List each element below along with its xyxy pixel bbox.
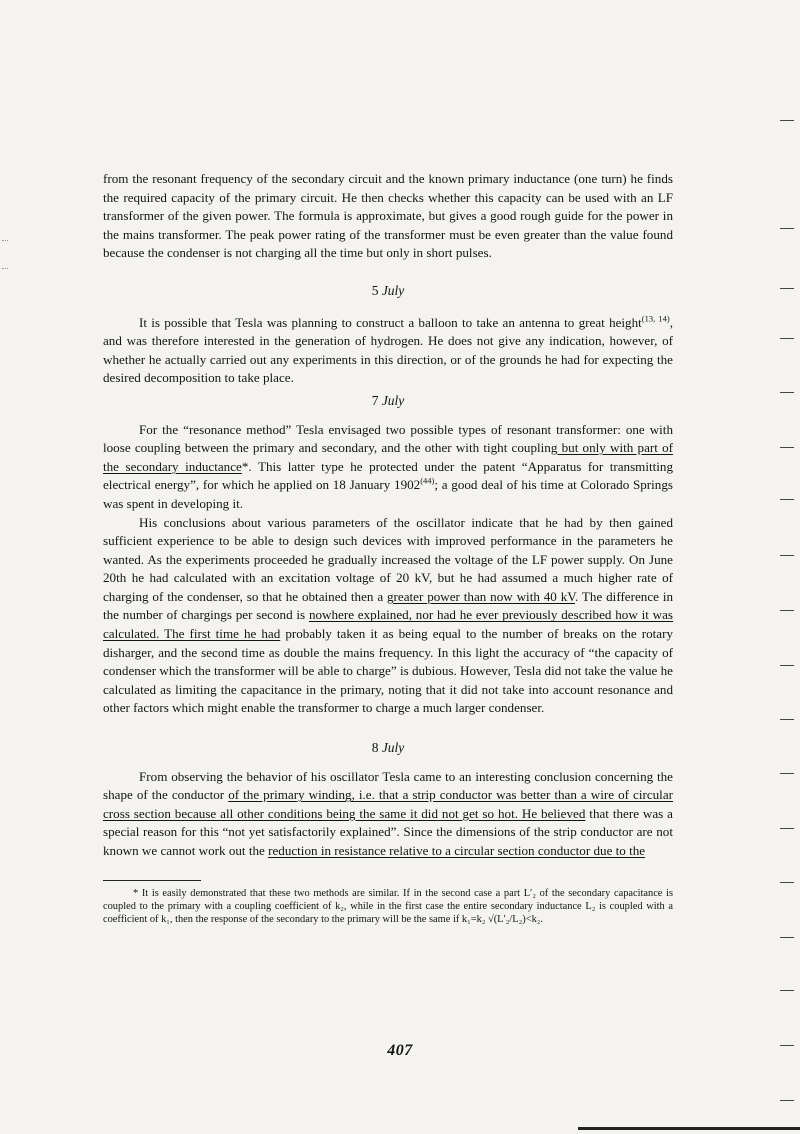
margin-mark [780, 990, 794, 991]
margin-mark [780, 773, 794, 774]
page-body [103, 170, 673, 926]
text-segment: probably taken it as being equal to the number of breaks on the rotary disharger, and the second time as double the mains frequency. In this light the accuracy of “the capacity of condenser which the transformer will be able to charge” is dubious. However, Tesla did not take the value he calculated as limiting the capacitance in the primary, noting that it did not take into account resonance and other factors which might enable the transformer to charge a much larger condenser. [103, 626, 673, 716]
margin-mark [780, 288, 794, 289]
text-segment: His conclusions about various parameters of the oscillator indicate that he had by then gained sufficient experience to be able to design such devices with improved performance in the parameters he wanted. As the experiments proceeded he gradually increased the voltage of the LF power supply. On June 20th he had calculated with an excitation voltage of 20 kV, but he had assumed a much higher rate of charging of the condenser, so that he obtained then a [103, 514, 673, 604]
text-segment: ; a good deal of his time at Colorado Springs was spent in developing it. [103, 477, 673, 511]
date-heading-7-july [103, 392, 673, 411]
underlined-text: reduction in resistance relative to a circular section conductor due to the [268, 843, 646, 858]
text-segment: For the “resonance method” Tesla envisaged two possible types of resonant transformer: one with loose coupling between the primary and secondary, and the other with tight coupling [103, 421, 673, 456]
footnote: * It is easily demonstrated that these two methods are similar. If in the second case a part L′₂ of the secondary capacitance is coupled to the primary with a coupling coefficient of k₂, while in the first case the entire secondary inductance L₂ is coupled with a coefficient of k₁, then the response of the secondary to the primary will be the same if k₁=k₂ √(L′₂/L₂)<k₂. [103, 887, 673, 925]
date-heading-5-july [103, 282, 673, 301]
margin-mark [780, 937, 794, 938]
text-segment: *. This latter type he protected under the patent “Apparatus for transmitting electrical energy”, for which he applied on 18 January 1902 [103, 458, 673, 493]
margin-mark [780, 555, 794, 556]
paragraph-resonance-method [103, 421, 673, 514]
underlined-text: greater power than now with 40 kV [387, 588, 576, 604]
underlined-text: nowhere explained, nor had he ever previously described how it was calculated. The first time he had [103, 607, 674, 642]
text-segment: . The difference in the number of chargings per second is [103, 588, 673, 623]
reference-marker: (13, 14) [641, 313, 670, 324]
margin-mark [780, 1045, 794, 1046]
underlined-text: but only with part of the secondary inductance [103, 440, 673, 474]
text-segment: It is possible that Tesla was planning to construct a balloon to take an antenna to great height [139, 314, 642, 330]
margin-mark [780, 1100, 794, 1101]
text-segment: that there was a special reason for this “not yet satisfactorily explained”. Since the dimensions of the strip conductor are not known we cannot work out the [103, 805, 673, 858]
margin-mark [780, 610, 794, 611]
paragraph-resonant-frequency: from the resonant frequency of the secondary circuit and the known primary inductance (one turn) he finds the required capacity of the primary circuit. He then checks whether this capacity can be used with an LF transformer of the given power. The formula is approximate, but gives a good rough guide for the power in the mains transformer. The peak power rating of the transformer must be even greater than the value found because the condenser is not charging all the time but only in short pulses. [103, 171, 673, 261]
margin-mark [780, 719, 794, 720]
margin-mark [780, 665, 794, 666]
margin-mark [780, 828, 794, 829]
text-segment: From observing the behavior of his oscillator Tesla came to an interesting conclusion concerning the shape of the conductor [103, 768, 673, 803]
scan-edge-bar [578, 1127, 800, 1130]
date-month: July [381, 392, 405, 408]
date-month: July [381, 282, 405, 298]
margin-mark [780, 392, 794, 393]
margin-mark [780, 499, 794, 500]
date-day: 8 [371, 740, 379, 756]
date-month: July [381, 740, 405, 756]
margin-mark [2, 240, 8, 241]
margin-mark [780, 228, 794, 229]
date-day: 7 [371, 392, 379, 408]
page-number: 407 [387, 1042, 413, 1059]
margin-mark [780, 338, 794, 339]
footnote-rule [103, 880, 201, 881]
date-day: 5 [371, 282, 379, 298]
margin-mark [780, 447, 794, 448]
margin-mark [780, 120, 794, 121]
margin-mark [2, 268, 8, 269]
margin-mark [780, 882, 794, 883]
paragraph-oscillator-parameters [103, 514, 673, 719]
reference-marker: (44) [420, 475, 435, 486]
paragraph-strip-conductor [103, 768, 673, 861]
text-segment: , and was therefore interested in the generation of hydrogen. He does not give any indication, however, of whether he actually carried out any experiments in this direction, or of the grounds he had for expecting the desired decomposition to take place. [103, 314, 673, 386]
date-heading-8-july [103, 739, 673, 758]
paragraph-balloon [103, 314, 673, 388]
underlined-text: of the primary winding, i.e. that a strip conductor was better than a wire of circular cross section because all other conditions being the same it did not get so hot. He believed [103, 787, 673, 821]
